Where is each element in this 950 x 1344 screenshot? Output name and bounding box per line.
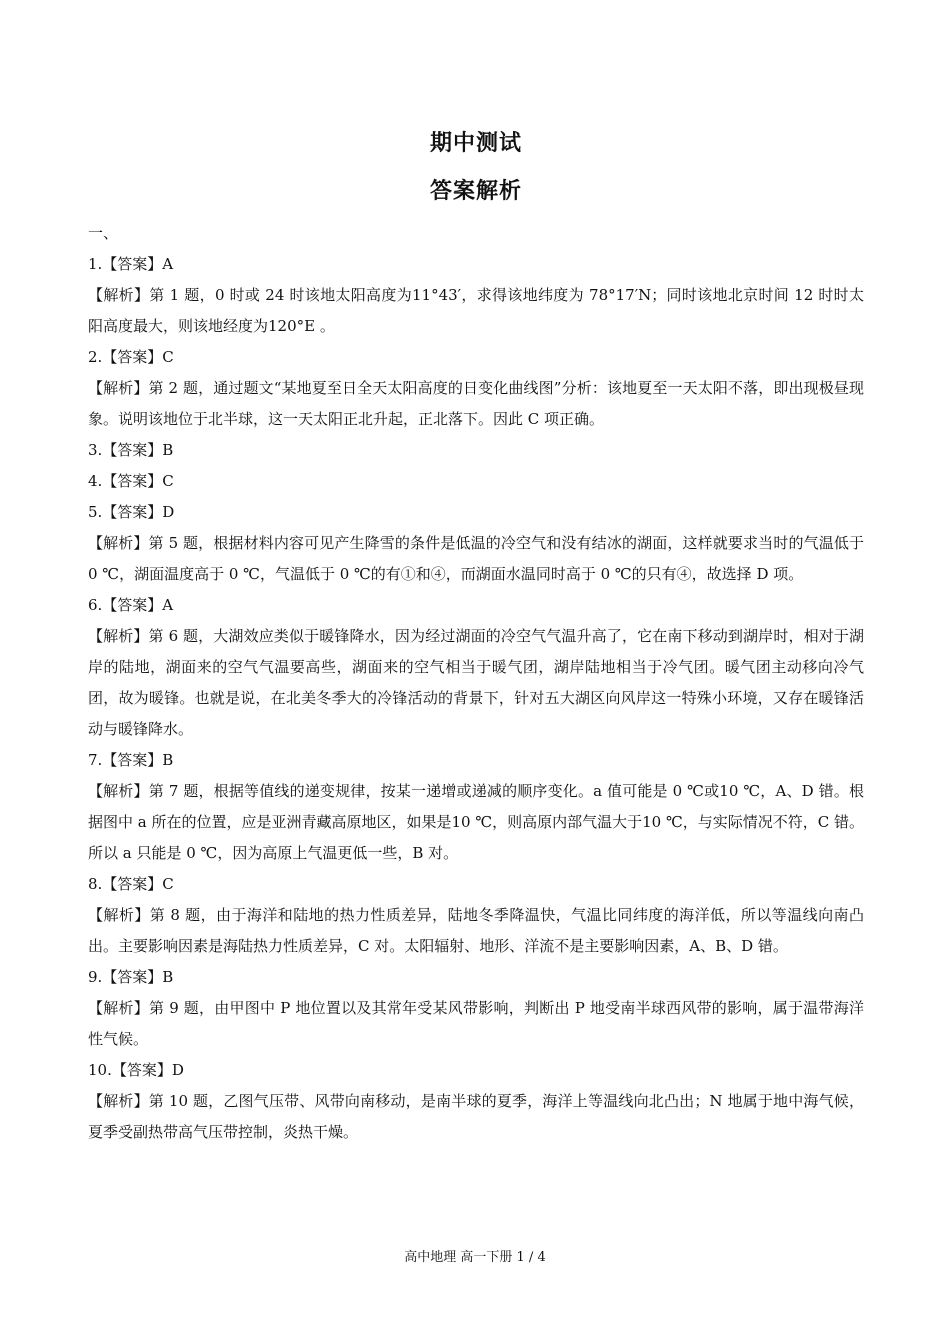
answer-line: 6.【答案】A [88,596,174,614]
document-subtitle: 答案解析 [429,179,522,204]
answer-line: 1.【答案】A [88,255,174,273]
explanation-paragraph: 【解析】第 8 题，由于海洋和陆地的热力性质差异，陆地冬季降温快，气温比同纬度的海洋低，所以等温线向南凸出。主要影响因素是海陆热力性质差异，C 对。太阳辐射、地形、洋流不是主要影响因素，A、B、D 错。 [88,906,864,955]
explanation-paragraph: 【解析】第 6 题，大湖效应类似于暖锋降水，因为经过湖面的冷空气气温升高了，它在南下移动到湖岸时，相对于湖岸的陆地，湖面来的空气气温要高些，湖面来的空气相当于暖气团，湖岸陆地相当于冷气团。暖气团主动移向冷气团，故为暖锋。也就是说，在北美冬季大的冷锋活动的背景下，针对五大湖区向风岸这一特殊小环境，又存在暖锋活动与暖锋降水。 [88,627,864,738]
answer-line: 4.【答案】C [88,472,174,490]
explanation-paragraph: 【解析】第 2 题，通过题文“某地夏至日全天太阳高度的日变化曲线图”分析：该地夏至一天太阳不落，即出现极昼现象。说明该地位于北半球，这一天太阳正北升起，正北落下。因此 C 项正确。 [88,379,864,428]
answer-content [88,218,864,1148]
answer-line: 9.【答案】B [88,968,174,986]
answer-line: 2.【答案】C [88,348,174,366]
explanation-paragraph: 【解析】第 1 题，0 时或 24 时该地太阳高度为11°43′，求得该地纬度为 78°17′N；同时该地北京时间 12 时时太阳高度最大，则该地经度为120°E 。 [88,286,864,335]
explanation-paragraph: 【解析】第 7 题，根据等值线的递变规律，按某一递增或递减的顺序变化。a 值可能是 0 ℃或10 ℃，A、D 错。根据图中 a 所在的位置，应是亚洲青藏高原地区，如果是10 ℃，则高原内部气温大于10 ℃，与实际情况不符，C 错。所以 a 只能是 0 ℃，因为高原上气温更低一些，B 对。 [88,782,864,862]
explanation-paragraph: 【解析】第 9 题，由甲图中 P 地位置以及其常年受某风带影响，判断出 P 地受南半球西风带的影响，属于温带海洋性气候。 [88,999,864,1048]
section-heading: 一、 [88,224,119,242]
answer-line: 7.【答案】B [88,751,174,769]
page-footer: 高中地理 高一下册 1 / 4 [404,1250,546,1265]
explanation-paragraph: 【解析】第 5 题，根据材料内容可见产生降雪的条件是低温的冷空气和没有结冰的湖面，这样就要求当时的气温低于 0 ℃，湖面温度高于 0 ℃，气温低于 0 ℃的有①和④，而湖面水温同时高于 0 ℃的只有④，故选择 D 项。 [88,534,864,583]
explanation-paragraph: 【解析】第 10 题，乙图气压带、风带向南移动，是南半球的夏季，海洋上等温线向北凸出；N 地属于地中海气候，夏季受副热带高气压带控制，炎热干燥。 [88,1092,864,1141]
answer-line: 3.【答案】B [88,441,174,459]
answer-line: 8.【答案】C [88,875,174,893]
answer-line: 10.【答案】D [88,1061,184,1079]
answer-line: 5.【答案】D [88,503,175,521]
document-title: 期中测试 [429,131,522,156]
